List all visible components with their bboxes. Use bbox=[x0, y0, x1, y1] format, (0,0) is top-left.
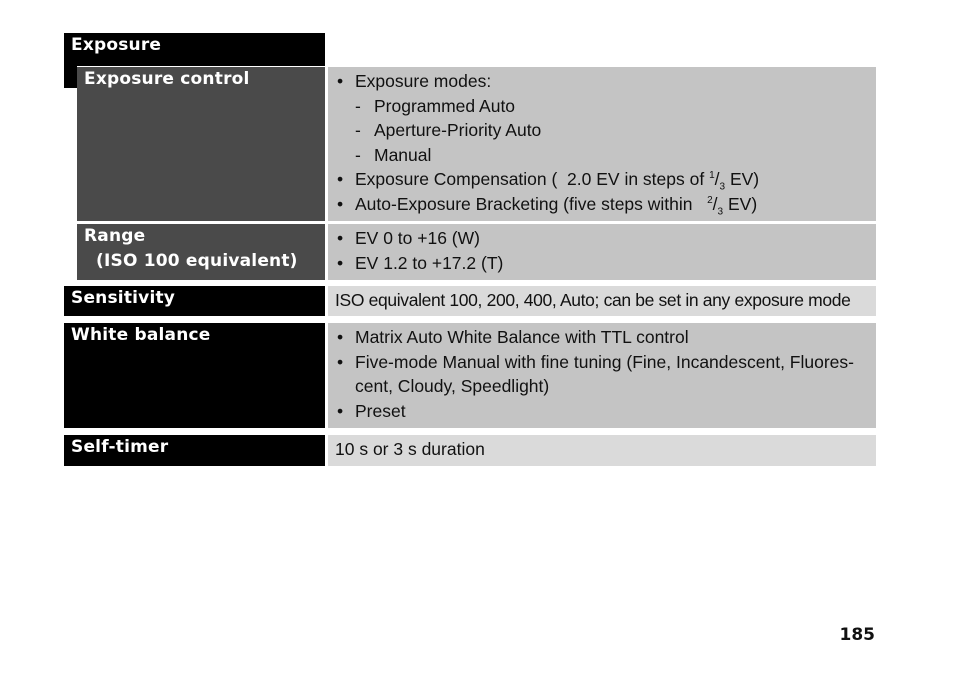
list-item: • Preset bbox=[336, 399, 868, 424]
exposure-heading: Exposure bbox=[71, 35, 162, 55]
list-item: • EV 0 to +16 (W) bbox=[336, 226, 868, 251]
comp-fraction-denominator: 3 bbox=[719, 181, 726, 193]
aeb-fraction-denominator: 3 bbox=[717, 206, 724, 217]
exposure-control-value-cell bbox=[328, 67, 876, 221]
range-value-cell bbox=[328, 224, 876, 280]
wb-mode-line-1: Five-mode Manual with fine tuning (Fine, Incandescent, Fluores- bbox=[355, 351, 854, 372]
exposure-comp-text: Exposure Compensation ( 2.0 EV in steps of bbox=[355, 169, 710, 189]
aeb-fraction-numerator: 2 bbox=[707, 194, 713, 206]
exposure-control-label: Exposure control bbox=[84, 69, 250, 89]
white-balance-label: White balance bbox=[71, 325, 211, 345]
self-timer-label: Self-timer bbox=[71, 437, 169, 457]
white-balance-list bbox=[336, 325, 868, 423]
range-label: Range bbox=[84, 226, 146, 246]
aeb-unit: EV) bbox=[723, 193, 758, 214]
range-sublabel: (ISO 100 equivalent) bbox=[96, 251, 298, 271]
exposure-header-tab bbox=[64, 66, 77, 88]
list-item: • Matrix Auto White Balance with TTL control bbox=[336, 325, 868, 350]
page-number: 185 bbox=[839, 625, 875, 645]
exposure-modes-list bbox=[355, 94, 868, 168]
aeb-text: Auto-Exposure Bracketing (five steps within bbox=[355, 193, 708, 214]
exposure-modes-label: Exposure modes: bbox=[355, 71, 492, 91]
sensitivity-value: ISO equivalent 100, 200, 400, Auto; can be set in any exposure mode bbox=[335, 290, 851, 310]
exposure-comp-unit: EV) bbox=[725, 169, 760, 189]
list-item: • Exposure Compensation ( 2.0 EV in steps of $^1/_3$ EV) bbox=[336, 167, 868, 192]
list-item: • Auto-Exposure Bracketing (five steps within $^2/_3$ EV) bbox=[336, 192, 868, 217]
list-item: • EV 1.2 to +17.2 (T) bbox=[336, 251, 868, 276]
range-list bbox=[336, 226, 868, 275]
self-timer-value-cell bbox=[328, 435, 876, 466]
self-timer-value: 10 s or 3 s duration bbox=[335, 439, 485, 459]
list-item: - Aperture-Priority Auto bbox=[355, 118, 868, 143]
list-item: - Programmed Auto bbox=[355, 94, 868, 119]
exposure-control-list bbox=[336, 69, 868, 216]
sensitivity-label: Sensitivity bbox=[71, 288, 176, 308]
list-item: - Manual bbox=[355, 143, 868, 168]
white-balance-value-cell bbox=[328, 323, 876, 428]
wb-mode-line-2: cent, Cloudy, Speedlight) bbox=[355, 376, 550, 396]
exposure-control-label-cell bbox=[77, 67, 325, 221]
sensitivity-value-cell bbox=[328, 286, 876, 316]
comp-fraction-numerator: 1 bbox=[709, 170, 715, 182]
list-item bbox=[336, 69, 868, 167]
list-item bbox=[336, 350, 868, 399]
